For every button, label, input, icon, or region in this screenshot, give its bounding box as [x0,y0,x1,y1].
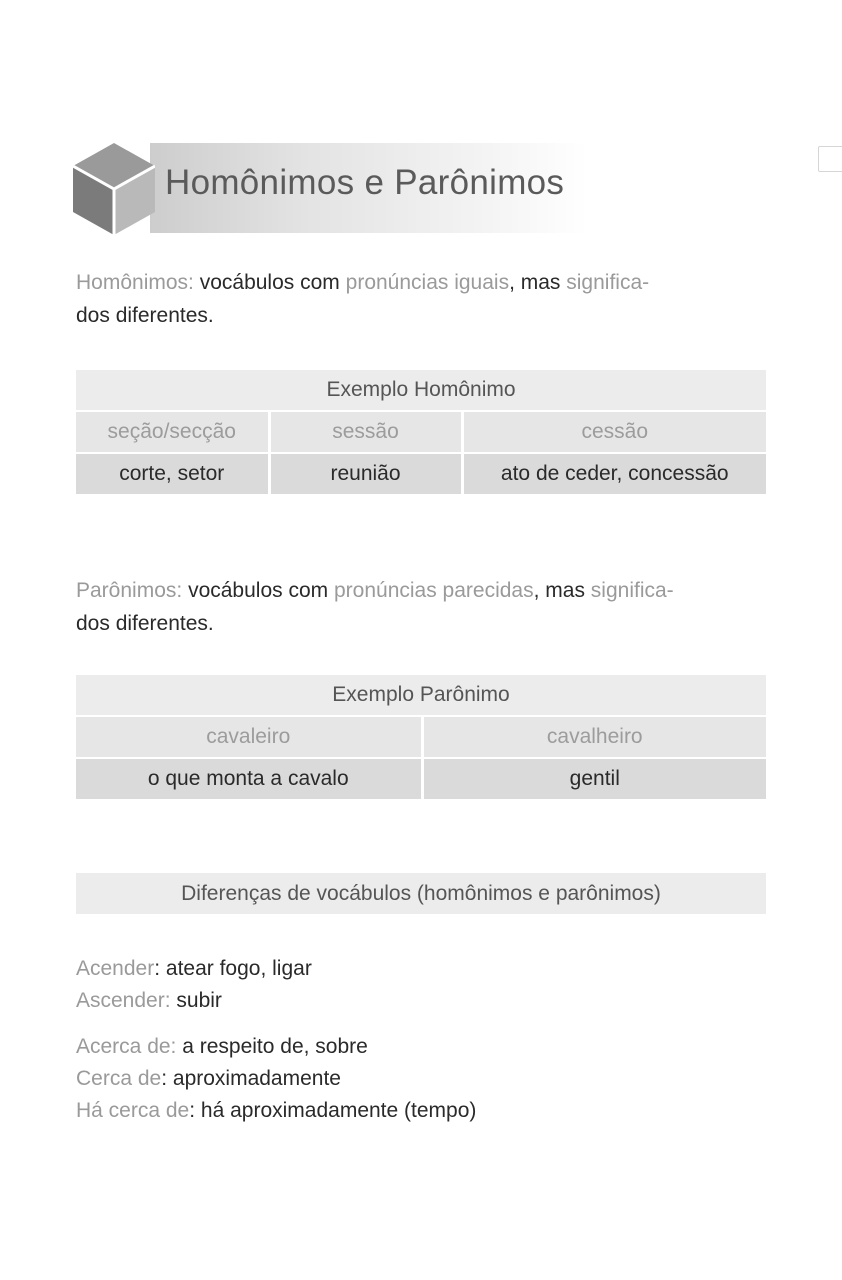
cube-icon [73,143,155,235]
table-cell: sessão [269,411,462,453]
entry-definition: subir [170,989,222,1012]
term-label: Homônimos: [76,271,194,294]
table-cell: gentil [422,758,766,800]
entry-term: Cerca de [76,1067,162,1090]
table-cell: ato de ceder, concessão [462,453,766,495]
term-label: Parônimos: [76,579,183,602]
entry-definition: : há aproximadamente (tempo) [189,1099,477,1122]
homonimo-example-table [76,370,766,496]
entry-definition: a respeito de, sobre [176,1035,368,1058]
definition-text: , mas [509,271,561,294]
entry-line [76,989,222,1013]
entry-line [76,1035,368,1059]
table-cell: cavaleiro [76,716,422,758]
table-cell: o que monta a cavalo [76,758,422,800]
definition-text: dos diferentes. [76,612,214,635]
entry-definition: : aproximadamente [161,1067,341,1090]
entry-term: Acender [76,957,155,980]
highlight-text: pronúncias iguais [345,271,510,294]
paronimo-example-table [76,675,766,801]
definition-text: dos diferentes. [76,304,214,327]
table-cell: cavalheiro [422,716,766,758]
table-header: Exemplo Homônimo [76,370,766,411]
table-cell: corte, setor [76,453,269,495]
entry-term: Ascender: [76,989,171,1012]
definition-text: vocábulos com [188,579,329,602]
homonimos-definition [76,266,768,332]
entry-line [76,1099,476,1123]
highlight-text: pronúncias parecidas [333,579,534,602]
entry-definition: : atear fogo, ligar [154,957,312,980]
paronimos-definition [76,574,768,640]
table-cell: reunião [269,453,462,495]
table-cell: seção/secção [76,411,269,453]
table-cell: cessão [462,411,766,453]
entry-term: Acerca de: [76,1035,177,1058]
entry-term: Há cerca de [76,1099,190,1122]
definition-text: vocábulos com [199,271,340,294]
highlight-text: significa- [590,579,674,602]
entry-line [76,957,312,981]
definition-text: , mas [533,579,585,602]
highlight-text: significa- [566,271,650,294]
page-title: Homônimos e Parônimos [165,163,565,202]
page-corner-mark [818,146,842,172]
table-header: Exemplo Parônimo [76,675,766,716]
differences-header: Diferenças de vocábulos (homônimos e parônimos) [76,873,766,914]
entry-line [76,1067,341,1091]
